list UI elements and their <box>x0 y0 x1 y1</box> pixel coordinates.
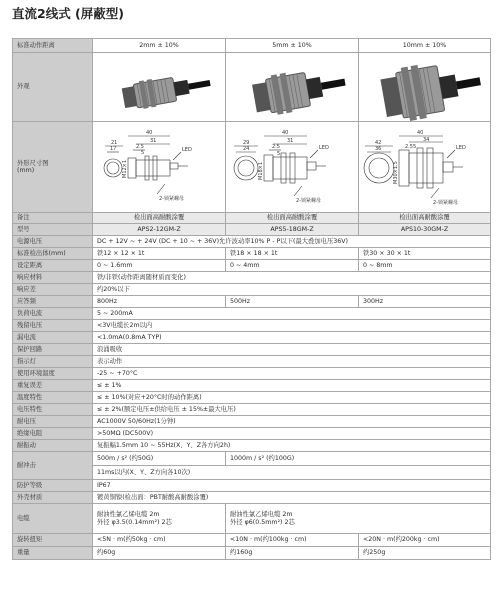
row-repeatability <box>13 380 491 392</box>
dim1-d5: 2.5 <box>136 144 144 150</box>
shock-label: 耐冲击 <box>13 452 93 480</box>
dim2-led: LED <box>319 145 329 151</box>
dim3-d6: 5 <box>413 144 417 150</box>
set-distance-col1: 0 ~ 1.6mm <box>93 260 226 272</box>
row-protection-class <box>13 480 491 492</box>
shock-value-a: 500m / s² (约50G) <box>93 452 226 466</box>
repeatability-label: 重复误差 <box>13 380 93 392</box>
dim1-d2: 17 <box>110 146 117 152</box>
standard-target-col3: 铁30 × 30 × 1t <box>359 248 491 260</box>
housing-value: 镀黄铜镍(检出面：PBT耐酸高耐酸涂覆) <box>93 492 491 504</box>
row-residual-voltage <box>13 320 491 332</box>
dimension-drawing-1 <box>93 122 226 213</box>
remark-col3: 检出面高耐酸涂覆 <box>359 213 491 224</box>
set-distance-col3: 0 ~ 8mm <box>359 260 491 272</box>
row-standard-target <box>13 248 491 260</box>
appearance-label: 外观 <box>13 53 93 122</box>
row-insulation <box>13 428 491 440</box>
temp-characteristic-label: 温度特性 <box>13 392 93 404</box>
row-leakage <box>13 332 491 344</box>
withstand-voltage-value: AC1000V 50/60Hz(1分钟) <box>93 416 491 428</box>
frequency-col3: 300Hz <box>359 296 491 308</box>
dim1-led: LED <box>182 147 192 153</box>
detect-distance-label: 标准动作距离 <box>13 39 93 53</box>
row-housing <box>13 492 491 504</box>
hysteresis-value: 约20%以下 <box>93 284 491 296</box>
set-distance-label: 设定距离 <box>13 260 93 272</box>
row-protection <box>13 344 491 356</box>
cable-col1-line2: 外径 φ3.5(0.14mm²) 2芯 <box>97 518 172 526</box>
torque-col2: <10N · m(约100kg · cm) <box>226 534 359 547</box>
cable-col2 <box>226 504 491 534</box>
detect-distance-col1: 2mm ± 10% <box>93 39 226 53</box>
indicator-value: 表示动作 <box>93 356 491 368</box>
row-load-current <box>13 308 491 320</box>
detect-distance-col3: 10mm ± 10% <box>359 39 491 53</box>
leakage-value: <1.0mA(0.8mA TYP) <box>93 332 491 344</box>
torque-col3: <20N · m(约200kg · cm) <box>359 534 491 547</box>
protection-class-label: 防护等级 <box>13 480 93 492</box>
residual-voltage-value: <3V电缆长2m以内 <box>93 320 491 332</box>
dim2-d4: 31 <box>287 138 294 144</box>
row-frequency <box>13 296 491 308</box>
supply-voltage-label: 电源电压 <box>13 236 93 248</box>
cable-col1 <box>93 504 226 534</box>
weight-label: 重量 <box>13 547 93 560</box>
cable-col2-line2: 外径 φ6(0.5mm²) 2芯 <box>230 518 295 526</box>
row-model <box>13 224 491 236</box>
row-voltage-characteristic <box>13 404 491 416</box>
residual-voltage-label: 残留电压 <box>13 320 93 332</box>
row-hysteresis <box>13 284 491 296</box>
row-shock-a <box>13 452 491 466</box>
dim2-d1: 29 <box>243 140 250 146</box>
protection-label: 保护回路 <box>13 344 93 356</box>
standard-target-col2: 铁18 × 18 × 1t <box>226 248 359 260</box>
frequency-col1: 800Hz <box>93 296 226 308</box>
repeatability-value: ≤ ± 1% <box>93 380 491 392</box>
page-title: 直流2线式 (屏蔽型) <box>12 6 124 21</box>
dimension-drawing-2 <box>226 122 359 213</box>
row-cable <box>13 504 491 534</box>
dim2-d2: 24 <box>243 146 250 152</box>
dim3-d4: 34 <box>423 137 430 143</box>
set-distance-col2: 0 ~ 4mm <box>226 260 359 272</box>
indicator-label: 指示灯 <box>13 356 93 368</box>
standard-target-col1: 铁12 × 12 × 1t <box>93 248 226 260</box>
dim1-d1: 21 <box>111 140 118 146</box>
row-withstand-voltage <box>13 416 491 428</box>
insulation-value: >50MΩ (DC500V) <box>93 428 491 440</box>
frequency-label: 应答频 <box>13 296 93 308</box>
sensor-photo-medium <box>226 53 359 122</box>
row-ambient-temp <box>13 368 491 380</box>
dim1-d6: 5 <box>141 150 145 156</box>
model-label: 型号 <box>13 224 93 236</box>
dim3-d1: 42 <box>375 140 382 146</box>
torque-label: 旋转扭矩 <box>13 534 93 547</box>
dimension-row <box>13 122 491 213</box>
dim3-d2: 36 <box>375 146 382 152</box>
row-vibration <box>13 440 491 452</box>
dim3-d5: 2.5 <box>405 144 413 150</box>
load-current-value: 5 ~ 200mA <box>93 308 491 320</box>
dim3-led: LED <box>456 145 466 151</box>
vibration-value: 复振幅1.5mm 10 ~ 55Hz(X、Y、Z各方向2h) <box>93 440 491 452</box>
voltage-characteristic-value: ≤ ± 2%(额定电压±供给电压 ± 15%±最大电压) <box>93 404 491 416</box>
ambient-temp-value: -25 ~ +70°C <box>93 368 491 380</box>
model-col1: APS2-12GM-Z <box>93 224 226 236</box>
dim2-d6: 5 <box>277 151 281 157</box>
protection-value: 浪涌吸收 <box>93 344 491 356</box>
sensor-photo-small <box>93 53 226 122</box>
header-row <box>13 39 491 53</box>
detect-distance-col2: 5mm ± 10% <box>226 39 359 53</box>
row-remark <box>13 213 491 224</box>
temp-characteristic-value: ≤ ± 10%(对应+20°C时的动作距离) <box>93 392 491 404</box>
model-col2: APS5-18GM-Z <box>226 224 359 236</box>
dim1-nut: 2-锁紧螺母 <box>159 196 184 202</box>
torque-col1: <5N · m(约50kg · cm) <box>93 534 226 547</box>
vibration-label: 耐振动 <box>13 440 93 452</box>
load-current-label: 负荷电流 <box>13 308 93 320</box>
withstand-voltage-label: 耐电压 <box>13 416 93 428</box>
ambient-temp-label: 使用环境温度 <box>13 368 93 380</box>
protection-class-value: IP67 <box>93 480 491 492</box>
shock-value-c: 11ms以内(X、Y、Z方向各10次) <box>93 466 491 480</box>
cable-label: 电缆 <box>13 504 93 534</box>
dim1-thread: M12×1 <box>122 159 128 178</box>
dim3-nut: 2-锁紧螺母 <box>433 200 458 206</box>
dim2-thread: M18×1 <box>258 161 264 180</box>
frequency-col2: 500Hz <box>226 296 359 308</box>
row-set-distance <box>13 260 491 272</box>
remark-col2: 检出面高耐酸涂覆 <box>226 213 359 224</box>
dimension-label: 外形尺寸图 (mm) <box>13 122 93 213</box>
dim2-d3: 40 <box>282 130 289 136</box>
sensor-photo-large <box>359 53 491 122</box>
row-temp-characteristic <box>13 392 491 404</box>
leakage-label: 漏电流 <box>13 332 93 344</box>
weight-col2: 约160g <box>226 547 359 560</box>
dim2-nut: 2-锁紧螺母 <box>296 198 321 204</box>
row-weight <box>13 547 491 560</box>
cable-col2-line1: 耐油性氯乙烯电缆 2m <box>230 511 293 519</box>
row-supply-voltage <box>13 236 491 248</box>
dim2-d5: 2.5 <box>272 144 280 150</box>
standard-target-label: 标准检出体(mm) <box>13 248 93 260</box>
appearance-row <box>13 53 491 122</box>
row-material <box>13 272 491 284</box>
weight-col1: 约60g <box>93 547 226 560</box>
voltage-characteristic-label: 电压特性 <box>13 404 93 416</box>
dim1-d4: 31 <box>150 138 157 144</box>
shock-value-b: 1000m / s² (约100G) <box>226 452 491 466</box>
row-indicator <box>13 356 491 368</box>
hysteresis-label: 响应差 <box>13 284 93 296</box>
housing-label: 外壳材质 <box>13 492 93 504</box>
remark-label: 备注 <box>13 213 93 224</box>
dimension-drawing-3 <box>359 122 491 213</box>
weight-col3: 约250g <box>359 547 491 560</box>
dim1-d3: 40 <box>146 130 153 136</box>
material-value: 铁/非铁(动作距离随材质而变化) <box>93 272 491 284</box>
cable-col1-line1: 耐油性氯乙烯电缆 2m <box>97 511 160 519</box>
remark-col1: 检出面高耐酸涂覆 <box>93 213 226 224</box>
dim3-thread: M30×1.5 <box>393 161 399 184</box>
dim3-d3: 40 <box>417 130 424 136</box>
insulation-label: 绝缘电阻 <box>13 428 93 440</box>
material-label: 响应材料 <box>13 272 93 284</box>
spec-table <box>12 38 491 560</box>
row-torque <box>13 534 491 547</box>
model-col3: APS10-30GM-Z <box>359 224 491 236</box>
supply-voltage-value: DC + 12V ~ + 24V (DC + 10 ~ + 36V)允许波动率10% P - P以下(最大叠加电压36V) <box>93 236 491 248</box>
